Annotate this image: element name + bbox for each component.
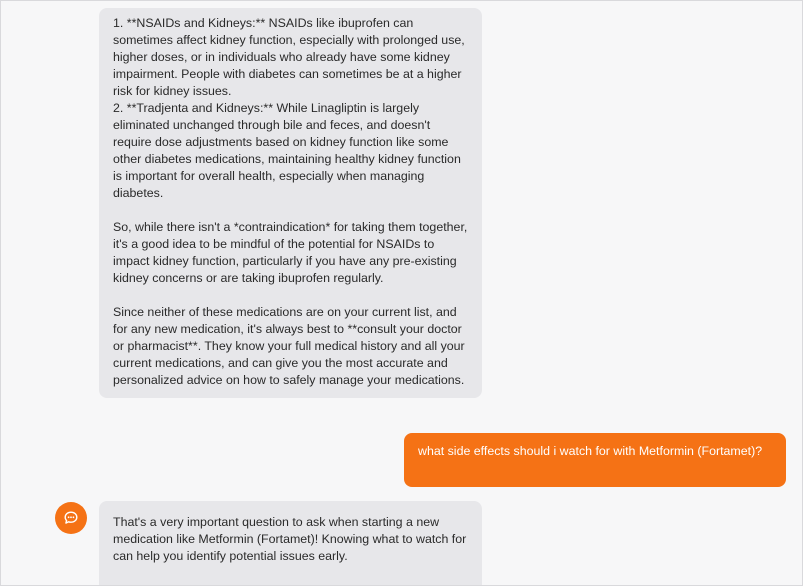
assistant-message-previous bbox=[99, 8, 482, 398]
assistant-message-new bbox=[99, 501, 482, 586]
paragraph-gap bbox=[113, 287, 468, 304]
message-paragraph-tradjenta: 2. **Tradjenta and Kidneys:** While Linagliptin is largely eliminated unchanged through bile and feces, and doesn't require dose adjustments based on kidney function like some other diabetes medications, maintaining healthy kidney function is important for overall health, especially when managing diabetes. bbox=[113, 101, 461, 200]
paragraph-gap bbox=[113, 202, 468, 219]
user-message bbox=[404, 433, 786, 487]
message-paragraph-summary: So, while there isn't a *contraindication* for taking them together, it's a good idea to be mindful of the potential for NSAIDs to impact kidney function, particularly if you have any pre-existing kidney concerns or are taking ibuprofen regularly. bbox=[113, 220, 468, 285]
message-paragraph-intro: That's a very important question to ask when starting a new medication like Metformin (Fortamet)! Knowing what to watch for can help you identify potential issues early. bbox=[113, 515, 467, 563]
assistant-avatar bbox=[55, 502, 87, 534]
user-message-text: what side effects should i watch for with Metformin (Fortamet)? bbox=[418, 444, 763, 458]
message-paragraph-nsaids: 1. **NSAIDs and Kidneys:** NSAIDs like ibuprofen can sometimes affect kidney function, especially with prolonged use, higher doses, or in individuals who already have some kidney impairment. People with diabetes can sometimes be at a higher risk for kidney issues. bbox=[113, 16, 465, 98]
message-paragraph-advice: Since neither of these medications are on your current list, and for any new medication, it's always best to **consult your doctor or pharmacist**. They know your full medical history and all your current medications, and can give you the most accurate and personalized advice on how to safely manage your medications. bbox=[113, 305, 465, 387]
chat-bubble-icon bbox=[63, 510, 79, 526]
